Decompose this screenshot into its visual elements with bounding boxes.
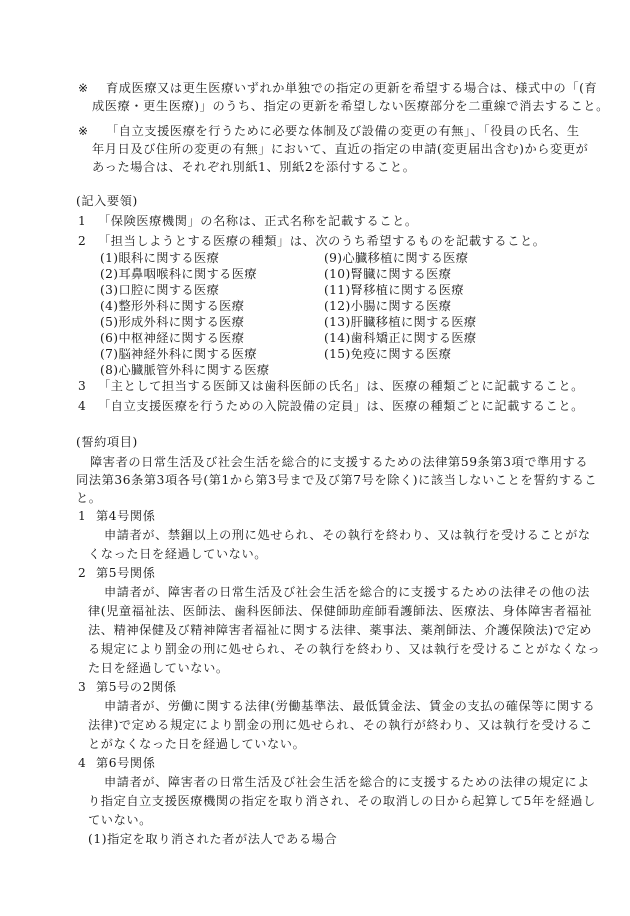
item-text: 「自立支援医療を行うための入院設備の定員」は、医療の種類ごとに記載すること。 xyxy=(98,399,584,413)
note-text-line: 年月日及び住所の変更の有無」において、直近の指定の申請(変更届出含む)から変更が xyxy=(92,142,589,156)
medical-type-item: (12)小腸に関する医療 xyxy=(324,299,452,313)
note-text-line: 育成医療又は更生医療いずれか単独での指定の更新を希望する場合は、様式中の「(育 xyxy=(106,81,598,95)
medical-type-item: (11)腎移植に関する医療 xyxy=(324,283,464,297)
item-text: 「主として担当する医師又は歯科医師の氏名」は、医療の種類ごとに記載すること。 xyxy=(98,379,584,393)
pledge-item-line: 法律)で定める規定により罰金の刑に処せられ、その執行が終わり、又は執行を受けるこ xyxy=(88,718,593,732)
medical-type-item: (13)肝臓移植に関する医療 xyxy=(324,315,477,329)
pledge-item-line: ていない。 xyxy=(88,813,152,827)
pledge-item-number: 4 xyxy=(78,756,87,770)
pledge-intro-line: 障害者の日常生活及び社会生活を総合的に支援するための法律第59条第3項で準用する xyxy=(90,455,589,469)
item-number: 1 xyxy=(78,214,87,228)
section-heading: (記入要領) xyxy=(76,194,138,208)
pledge-item-line: 申請者が、障害者の日常生活及び社会生活を総合的に支援するための法律その他の法 xyxy=(104,585,590,599)
item-number: 4 xyxy=(78,399,87,413)
pledge-item-title: 第5号関係 xyxy=(96,566,156,580)
medical-type-item: (1)眼科に関する医療 xyxy=(100,251,220,265)
pledge-item-line: くなった日を経過していない。 xyxy=(88,547,268,561)
note-mark: ※ xyxy=(78,81,89,95)
pledge-item-line: 律(児童福祉法、医師法、歯科医師法、保健師助産師看護師法、医療法、身体障害者福祉 xyxy=(88,604,593,618)
pledge-sub-item: (1)指定を取り消された者が法人である場合 xyxy=(88,832,338,846)
medical-type-item: (2)耳鼻咽喉科に関する医療 xyxy=(100,267,257,281)
medical-type-item: (4)整形外科に関する医療 xyxy=(100,299,245,313)
medical-type-item: (10)腎臓に関する医療 xyxy=(324,267,452,281)
note-text-line: あった場合は、それぞれ別紙1、別紙2を添付すること。 xyxy=(92,160,416,174)
pledge-item-number: 3 xyxy=(78,680,87,694)
pledge-item-line: る規定により罰金の刑に処せられ、その執行を終わり、又は執行を受けることがなくなっ xyxy=(88,642,601,656)
medical-type-item: (7)脳神経外科に関する医療 xyxy=(100,347,257,361)
pledge-item-title: 第6号関係 xyxy=(96,756,156,770)
pledge-item-line: た日を経過していない。 xyxy=(88,661,229,675)
pledge-item-line: とがなくなった日を経過していない。 xyxy=(88,737,306,751)
note-text-line: 「自立支援医療を行うために必要な体制及び設備の変更の有無」、「役員の氏名、生 xyxy=(106,124,580,138)
pledge-item-line: 申請者が、労働に関する法律(労働基準法、最低賃金法、賃金の支払の確保等に関する xyxy=(104,699,596,713)
pledge-item-line: 申請者が、障害者の日常生活及び社会生活を総合的に支援するための法律の規定によ xyxy=(104,775,590,789)
pledge-item-line: 申請者が、禁錮以上の刑に処せられ、その執行を終わり、又は執行を受けることがな xyxy=(104,528,591,542)
pledge-item-title: 第5号の2関係 xyxy=(96,680,177,694)
medical-type-item: (8)心臓脈管外科に関する医療 xyxy=(100,363,270,377)
item-text: 「保険医療機関」の名称は、正式名称を記載すること。 xyxy=(98,214,418,228)
note-text-line: 成医療・更生医療)」のうち、指定の更新を希望しない医療部分を二重線で消去すること。 xyxy=(92,99,609,113)
medical-type-item: (3)口腔に関する医療 xyxy=(100,283,220,297)
pledge-item-number: 2 xyxy=(78,566,87,580)
medical-type-item: (15)免疫に関する医療 xyxy=(324,347,452,361)
section-heading: (誓約項目) xyxy=(76,435,138,449)
medical-type-item: (5)形成外科に関する医療 xyxy=(100,315,245,329)
item-number: 3 xyxy=(78,379,87,393)
medical-type-item: (14)歯科矯正に関する医療 xyxy=(324,331,477,345)
pledge-intro-line: と。 xyxy=(76,491,102,505)
pledge-item-number: 1 xyxy=(78,509,87,523)
item-text: 「担当しようとする医療の種類」は、次のうち希望するものを記載すること。 xyxy=(98,234,546,248)
pledge-item-line: り指定自立支援医療機関の指定を取り消され、その取消しの日から起算して5年を経過し xyxy=(88,794,596,808)
medical-type-item: (9)心臓移植に関する医療 xyxy=(324,251,469,265)
item-number: 2 xyxy=(78,234,87,248)
note-mark: ※ xyxy=(78,124,89,138)
pledge-intro-line: 同法第36条第3項各号(第1から第3号まで及び第7号を除く)に該当しないことを誓約するこ xyxy=(76,473,598,487)
pledge-item-title: 第4号関係 xyxy=(96,509,156,523)
pledge-item-line: 法、精神保健及び精神障害者福祉に関する法律、薬事法、薬剤師法、介護保険法)で定め xyxy=(88,623,593,637)
medical-type-item: (6)中枢神経に関する医療 xyxy=(100,331,245,345)
